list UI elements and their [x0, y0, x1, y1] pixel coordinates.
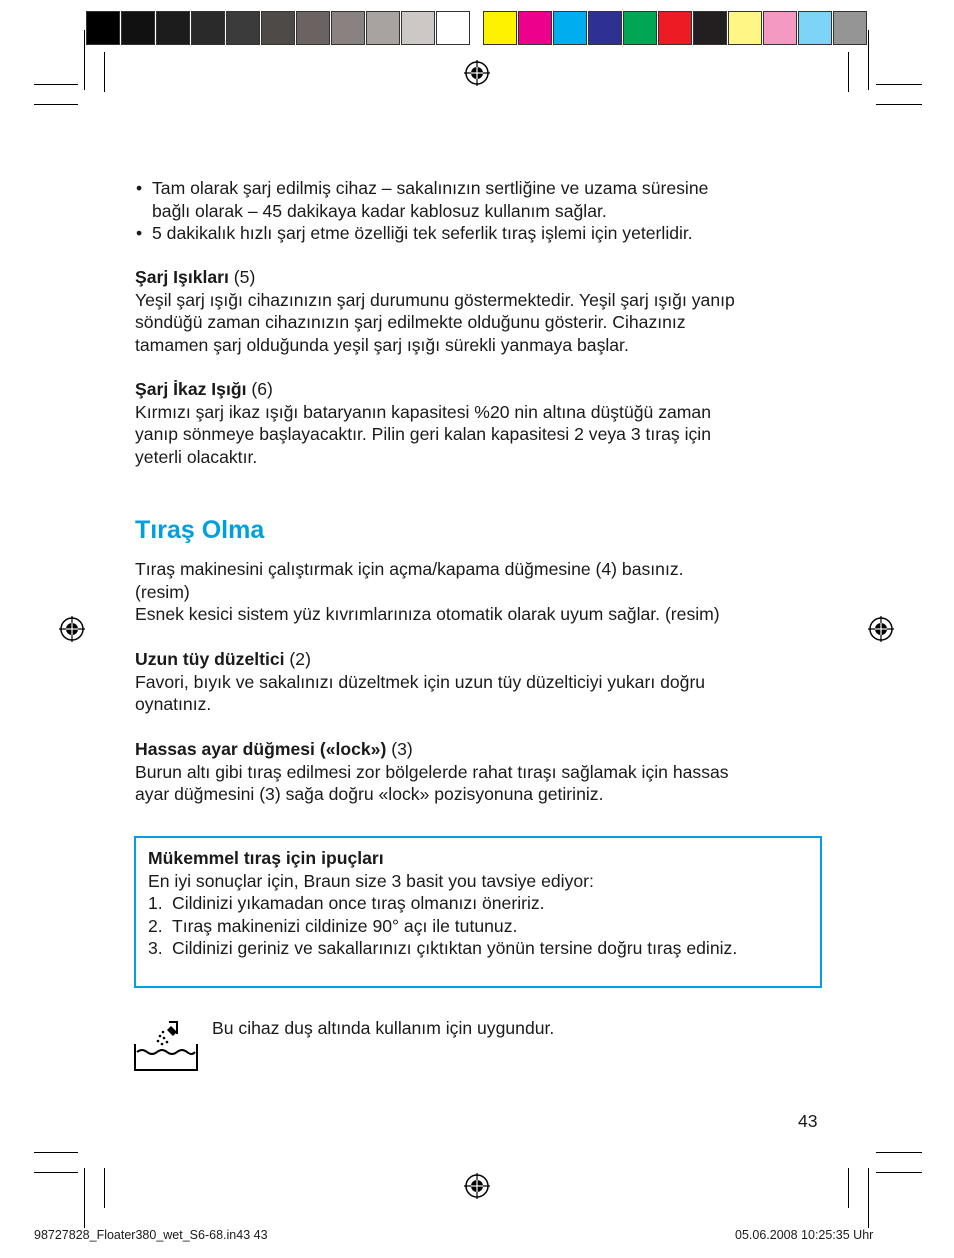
color-swatch — [798, 11, 832, 45]
registration-mark-icon — [59, 616, 85, 642]
section-ref: (5) — [228, 267, 256, 287]
color-swatch — [121, 11, 155, 45]
paragraph-line: Tıraş makinesini çalıştırmak için açma/kapama düğmesine (4) basınız. — [135, 559, 684, 579]
color-swatch — [693, 11, 727, 45]
list-item — [148, 937, 772, 960]
color-swatch — [658, 11, 692, 45]
paragraph-line: (resim) — [135, 581, 190, 602]
footer-file-info: 98727828_Floater380_wet_S6-68.in43 43 — [34, 1228, 268, 1242]
color-swatch — [436, 11, 470, 45]
color-swatch — [553, 11, 587, 45]
paragraph-line: tamamen şarj olduğunda yeşil şarj ışığı sürekli yanmaya başlar. — [135, 334, 629, 355]
section-precision-switch — [135, 738, 825, 806]
paragraph-line: yanıp sönmeye başlayacaktır. Pilin geri kalan kapasitesi 2 veya 3 tıraş için — [135, 424, 711, 444]
section-title: Şarj İkaz Işığı — [135, 379, 247, 399]
bullet-list — [136, 177, 826, 245]
paragraph-line: Yeşil şarj ışığı cihazınızın şarj durumunu göstermektedir. Yeşil şarj ışığı yanıp — [135, 289, 735, 310]
list-item: • 5 dakikalık hızlı şarj etme özelliği tek seferlik tıraş işlemi için yeterlidir. — [136, 222, 826, 245]
gray-calibration-bar — [86, 11, 471, 47]
bullet-text: bağlı olarak – 45 dakikaya kadar kablosuz kullanım sağlar. — [152, 200, 607, 221]
paragraph-line: ayar düğmesini (3) sağa doğru «lock» pozisyonuna getiriniz. — [135, 784, 604, 804]
registration-mark-icon — [464, 1173, 490, 1199]
color-swatch — [833, 11, 867, 45]
color-swatch — [728, 11, 762, 45]
page-number: 43 — [798, 1111, 818, 1131]
section-title: Şarj Işıkları — [135, 267, 229, 287]
shaving-intro — [135, 558, 825, 626]
color-swatch — [331, 11, 365, 45]
registration-mark-icon — [464, 60, 490, 86]
bullet-text: Tam olarak şarj edilmiş cihaz – sakalınızın sertliğine ve uzama süresine — [152, 178, 709, 198]
section-title: Hassas ayar düğmesi («lock») — [135, 739, 387, 759]
section-long-hair-trimmer — [135, 648, 825, 716]
color-swatch — [86, 11, 120, 45]
color-swatch — [261, 11, 295, 45]
color-calibration-bar — [483, 11, 868, 47]
section-heading: Tıraş Olma — [135, 516, 265, 544]
paragraph-line: Kırmızı şarj ikaz ışığı bataryanın kapasitesi %20 nin altına düştüğü zaman — [135, 401, 711, 422]
section-charge-warning-light — [135, 378, 825, 468]
color-swatch — [296, 11, 330, 45]
color-swatch — [401, 11, 435, 45]
color-swatch — [226, 11, 260, 45]
color-swatch — [588, 11, 622, 45]
list-number: 1. — [148, 893, 163, 913]
list-text: Cildinizi geriniz ve sakallarınızı çıktıktan yönün tersine doğru tıraş ediniz. — [172, 938, 738, 958]
color-swatch — [623, 11, 657, 45]
section-charge-lights — [135, 266, 825, 356]
paragraph-line: oynatınız. — [135, 694, 212, 714]
paragraph-line: Burun altı gibi tıraş edilmesi zor bölgelerde rahat tıraşı sağlamak için hassas — [135, 761, 729, 782]
list-item — [148, 892, 808, 915]
shower-note: Bu cihaz duş altında kullanım için uygundur. — [212, 1018, 555, 1038]
bullet-text: 5 dakikalık hızlı şarj etme özelliği tek seferlik tıraş işlemi için yeterlidir. — [152, 223, 693, 243]
section-ref: (6) — [246, 379, 273, 399]
color-swatch — [366, 11, 400, 45]
list-item: • Tam olarak şarj edilmiş cihaz – sakalınızın sertliğine ve uzama süresine bağlı olarak – 45 dakikaya kadar kablosuz kullanım sağlar. — [136, 178, 709, 221]
color-swatch — [156, 11, 190, 45]
paragraph-line: Favori, bıyık ve sakalınızı düzeltmek için uzun tüy düzelticiyi yukarı doğru — [135, 671, 706, 692]
tips-box — [134, 836, 822, 988]
list-number: 3. — [148, 938, 163, 958]
paragraph-line: söndüğü zaman cihazınızın şarj edilmekte olduğunu gösterir. Cihazınız — [135, 312, 686, 332]
section-ref: (3) — [386, 739, 413, 759]
shower-bath-icon — [133, 1018, 199, 1072]
tips-title: Mükemmel tıraş için ipuçları — [148, 848, 384, 868]
section-ref: (2) — [284, 649, 311, 669]
list-text: Cildinizi yıkamadan once tıraş olmanızı öneririz. — [172, 893, 545, 913]
color-swatch — [483, 11, 517, 45]
registration-mark-icon — [868, 616, 894, 642]
list-number: 2. — [148, 915, 163, 936]
tips-intro: En iyi sonuçlar için, Braun size 3 basit you tavsiye ediyor: — [148, 870, 594, 891]
list-text: Tıraş makinenizi cildinize 90° açı ile tutunuz. — [172, 915, 518, 936]
color-swatch — [763, 11, 797, 45]
color-swatch — [191, 11, 225, 45]
paragraph-line: yeterli olacaktır. — [135, 446, 258, 467]
section-title: Uzun tüy düzeltici — [135, 649, 285, 669]
color-swatch — [518, 11, 552, 45]
footer-timestamp: 05.06.2008 10:25:35 Uhr — [735, 1228, 874, 1242]
list-item — [148, 915, 808, 938]
paragraph-line: Esnek kesici sistem yüz kıvrımlarınıza otomatik olarak uyum sağlar. (resim) — [135, 604, 720, 624]
